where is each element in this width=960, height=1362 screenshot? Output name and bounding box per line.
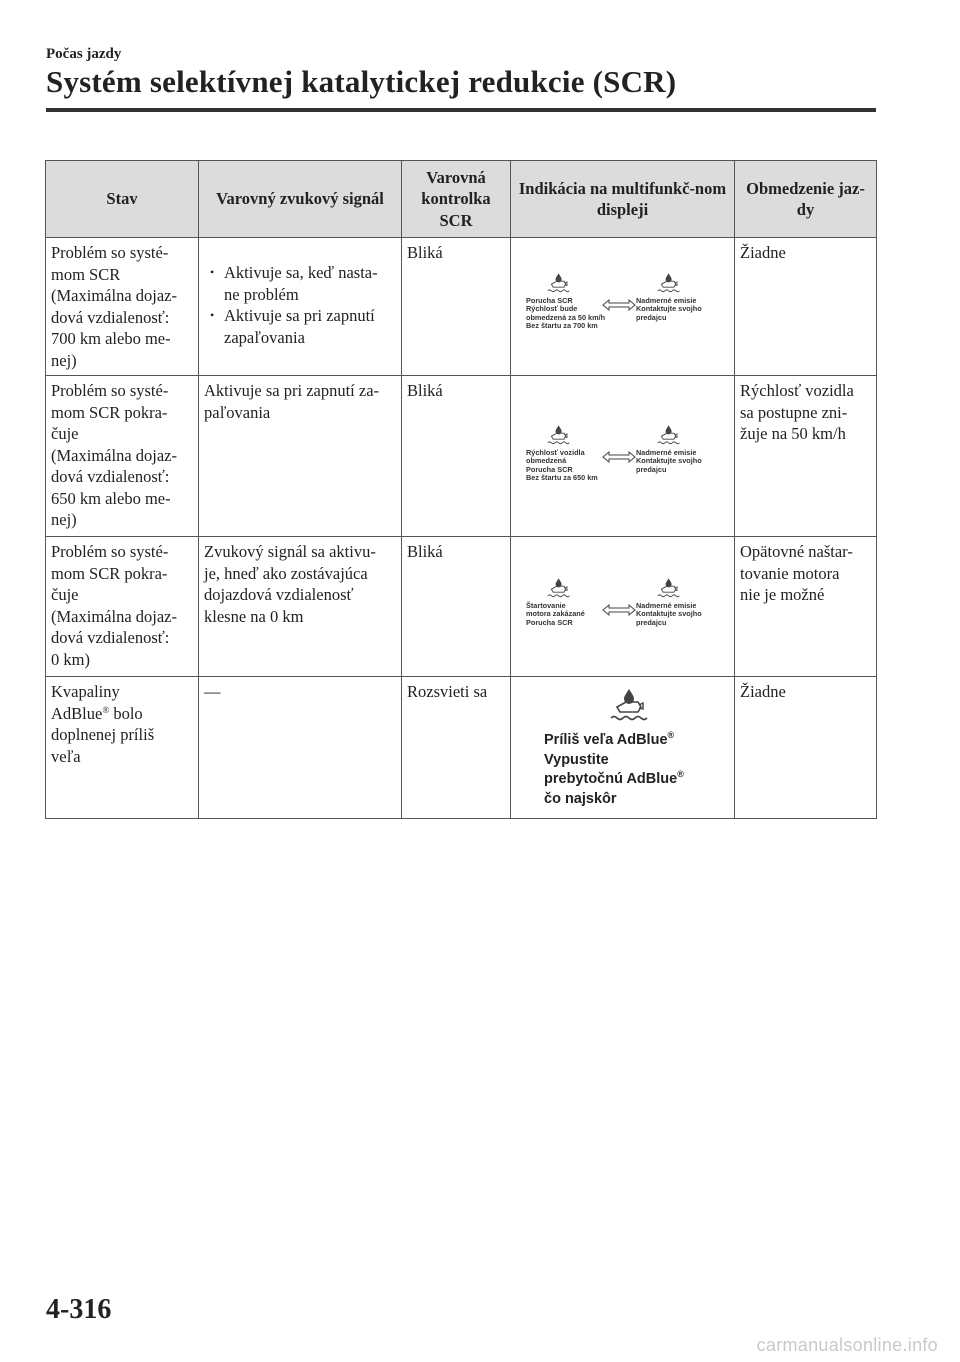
header-obmedzenie: Obmedzenie jaz-dy: [735, 161, 877, 238]
cell-obmedzenie: Žiadne: [735, 677, 877, 819]
cell-stav: Problém so systé- mom SCR pokra- čuje (Maximálna dojaz- dová vzdialenosť: 0 km): [46, 537, 199, 677]
section-kicker: Počas jazdy: [46, 46, 122, 62]
display-screen-right: Nadmerné emisie Kontaktujte svojho predajcu: [636, 272, 702, 322]
display-screen-left: Štartovanie motora zakázané Porucha SCR: [526, 577, 585, 627]
double-arrow-icon: [602, 451, 636, 463]
table-header-row: [46, 161, 877, 238]
header-signal: Varovný zvukový signál: [199, 161, 402, 238]
cell-signal: [199, 238, 402, 376]
signal-list: [204, 262, 396, 348]
list-item: • Aktivuje sa pri zapnutí zapaľovania: [204, 305, 396, 348]
header-kontrolka: Varovná kontrolka SCR: [402, 161, 511, 238]
table-row: [46, 238, 877, 376]
scr-table: [45, 160, 877, 819]
cell-obmedzenie: Rýchlosť vozidla sa postupne zni- žuje na 50 km/h: [735, 376, 877, 537]
title-rule: [46, 108, 876, 112]
cell-kontrolka: Bliká: [402, 238, 511, 376]
cell-kontrolka: Rozsvieti sa: [402, 677, 511, 819]
cell-stav: Kvapaliny AdBlue® bolo doplnenej príliš veľa: [46, 677, 199, 819]
adblue-droplet-icon: [656, 272, 680, 294]
adblue-droplet-icon: [608, 687, 648, 723]
cell-display: [511, 677, 735, 819]
adblue-droplet-icon: [546, 577, 570, 599]
display-screen-right: Nadmerné emisie Kontaktujte svojho predajcu: [636, 424, 702, 474]
page-title: Systém selektívnej katalytickej redukcie (SCR): [46, 64, 677, 99]
cell-stav: Problém so systé- mom SCR pokra- čuje (Maximálna dojaz- dová vzdialenosť: 650 km alebo me- nej): [46, 376, 199, 537]
table-row: [46, 537, 877, 677]
display-screen-right: Nadmerné emisie Kontaktujte svojho predajcu: [636, 577, 702, 627]
adblue-droplet-icon: [656, 424, 680, 446]
display-screen-left: Rýchlosť vozidla obmedzená Porucha SCR Bez štartu za 650 km: [526, 424, 598, 483]
adblue-droplet-icon: [546, 424, 570, 446]
watermark: carmanualsonline.info: [756, 1335, 938, 1355]
cell-signal: Zvukový signál sa aktivu- je, hneď ako zostávajúca dojazdová vzdialenosť klesne na 0 km: [199, 537, 402, 677]
double-arrow-icon: [602, 604, 636, 616]
adblue-droplet-icon: [546, 272, 570, 294]
header-stav: Stav: [46, 161, 199, 238]
table-row: [46, 376, 877, 537]
list-item: • Aktivuje sa, keď nasta- ne problém: [204, 262, 396, 305]
adblue-droplet-icon: [656, 577, 680, 599]
double-arrow-icon: [602, 299, 636, 311]
cell-obmedzenie: Opätovné naštar- tovanie motora nie je možné: [735, 537, 877, 677]
cell-display: [511, 238, 735, 376]
cell-kontrolka: Bliká: [402, 376, 511, 537]
cell-signal: Aktivuje sa pri zapnutí za- paľovania: [199, 376, 402, 537]
cell-display: [511, 376, 735, 537]
header-display: Indikácia na multifunkč-nom displeji: [511, 161, 735, 238]
table-row: [46, 677, 877, 819]
display-screen-adblue: Príliš veľa AdBlue® Vypustite prebytočnú AdBlue® čo najskôr: [544, 687, 684, 809]
cell-signal: —: [199, 677, 402, 819]
cell-kontrolka: Bliká: [402, 537, 511, 677]
display-screen-left: Porucha SCR Rýchlosť bude obmedzená za 50 km/h Bez štartu za 700 km: [526, 272, 605, 331]
cell-obmedzenie: Žiadne: [735, 238, 877, 376]
cell-display: [511, 537, 735, 677]
page-number: 4-316: [46, 1294, 112, 1325]
cell-stav: Problém so systé- mom SCR (Maximálna dojaz- dová vzdialenosť: 700 km alebo me- nej): [46, 238, 199, 376]
